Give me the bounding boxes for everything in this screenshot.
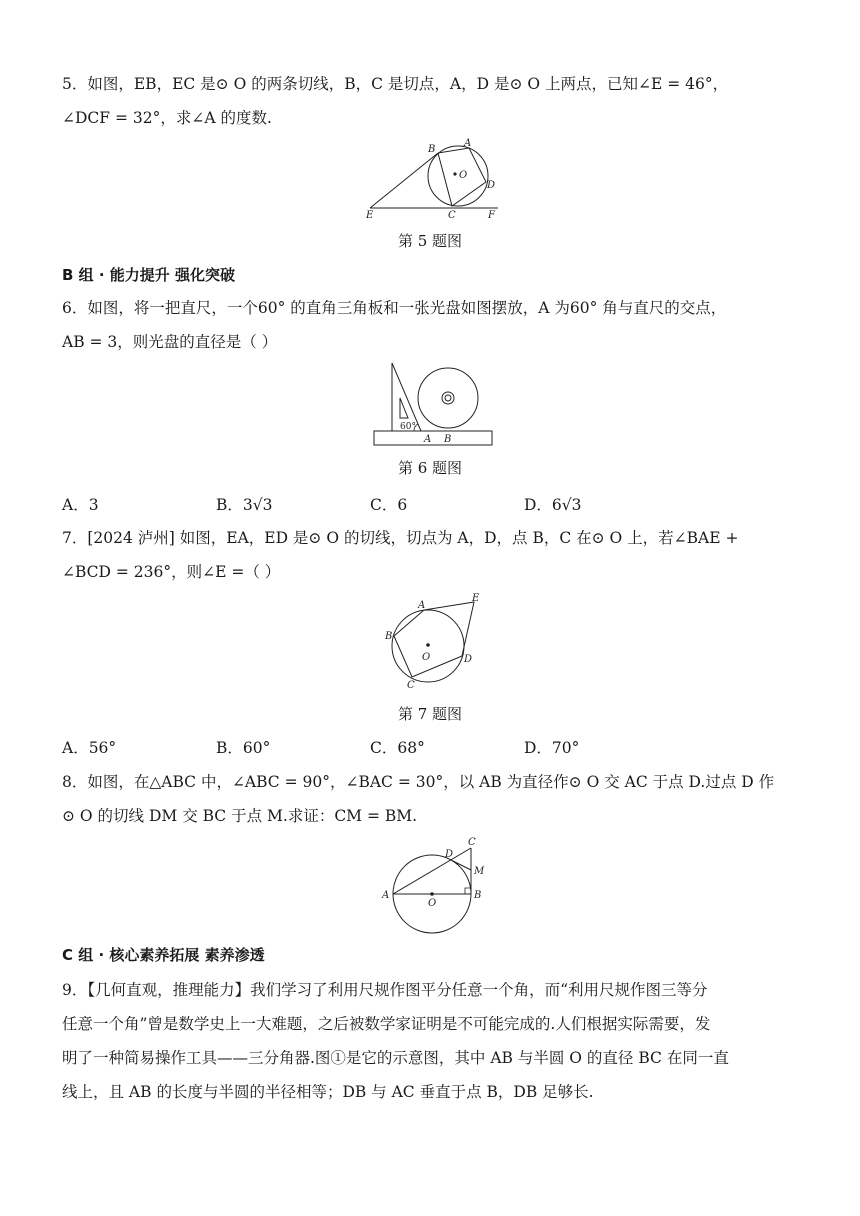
q8-text-line2: ⊙ O 的切线 DM 交 BC 于点 M.求证：CM = BM. bbox=[62, 807, 418, 825]
q6-text-line1: 6．如图，将一把直尺，一个60° 的直角三角板和一张光盘如图摆放，A 为60° 角与直尺的交点， bbox=[62, 299, 727, 317]
q5-caption: 第 5 题图 bbox=[397, 232, 463, 250]
q5-label-C: C bbox=[448, 210, 456, 220]
q7-label-A: A bbox=[418, 600, 426, 611]
q7-figure bbox=[380, 590, 490, 694]
q5-text-line1: 5．如图，EB，EC 是⊙ O 的两条切线，B，C 是切点，A，D 是⊙ O 上两点，已知∠E = 46°， bbox=[62, 75, 729, 93]
q9-text-line3: 明了一种简易操作工具——三分角器.图①是它的示意图，其中 AB 与半圆 O 的直径 BC 在同一直 bbox=[62, 1049, 729, 1067]
q8-label-C: C bbox=[468, 837, 476, 848]
q6-option-b[interactable]: B．3√3 bbox=[216, 496, 273, 514]
q7-label-E: E bbox=[472, 593, 480, 604]
q6-option-a[interactable]: A．3 bbox=[62, 496, 99, 514]
q8-label-A: A bbox=[382, 890, 390, 901]
section-c-heading: C 组 · 核心素养拓展 素养渗透 bbox=[62, 946, 265, 964]
q7-text-line1: 7．[2024 泸州] 如图，EA，ED 是⊙ O 的切线，切点为 A，D，点 B，C 在⊙ O 上，若∠BAE + bbox=[62, 529, 739, 547]
q7-caption: 第 7 题图 bbox=[397, 705, 463, 723]
q6-text-line2: AB = 3，则光盘的直径是（ ） bbox=[62, 333, 278, 351]
q8-text-line1: 8．如图，在△ABC 中，∠ABC = 90°，∠BAC = 30°，以 AB 为直径作⊙ O 交 AC 于点 D.过点 D 作 bbox=[62, 773, 775, 791]
q7-option-a[interactable]: A．56° bbox=[62, 739, 117, 757]
q6-label-A: A bbox=[424, 434, 432, 445]
q7-label-D: D bbox=[464, 654, 473, 665]
q6-caption: 第 6 题图 bbox=[397, 459, 463, 477]
q7-option-b[interactable]: B．60° bbox=[216, 739, 271, 757]
q6-option-d[interactable]: D．6√3 bbox=[524, 496, 582, 514]
q7-label-B: B bbox=[385, 631, 393, 642]
q6-figure bbox=[370, 360, 496, 448]
q9-text-line1: 9．【几何直观，推理能力】我们学习了利用尺规作图平分任意一个角，而“利用尺规作图三等分 bbox=[62, 981, 708, 999]
q5-text-line2: ∠DCF = 32°，求∠A 的度数. bbox=[62, 109, 272, 127]
q7-text-line2: ∠BCD = 236°，则∠E =（ ） bbox=[62, 563, 281, 581]
q5-label-A: A bbox=[464, 138, 472, 149]
q6-option-c[interactable]: C．6 bbox=[370, 496, 408, 514]
q8-label-B: B bbox=[474, 890, 482, 901]
q5-label-O: O bbox=[459, 170, 468, 181]
q8-label-M: M bbox=[474, 866, 485, 877]
q7-label-O: O bbox=[422, 652, 431, 663]
q6-label-angle: 60° bbox=[400, 422, 416, 432]
q5-label-F: F bbox=[488, 210, 495, 220]
q5-label-B: B bbox=[428, 144, 436, 155]
q8-figure bbox=[378, 834, 490, 934]
q5-label-D: D bbox=[487, 180, 496, 191]
q8-label-D: D bbox=[445, 849, 454, 860]
q7-option-c[interactable]: C．68° bbox=[370, 739, 425, 757]
q5-label-E: E bbox=[366, 210, 374, 220]
section-b-heading: B 组 · 能力提升 强化突破 bbox=[62, 266, 236, 284]
q7-option-d[interactable]: D．70° bbox=[524, 739, 580, 757]
q9-text-line2: 任意一个角”曾是数学史上一大难题，之后被数学家证明是不可能完成的.人们根据实际需要，发 bbox=[62, 1015, 711, 1033]
q8-label-O: O bbox=[428, 898, 437, 909]
q6-label-B: B bbox=[444, 434, 452, 445]
q7-label-C: C bbox=[407, 680, 415, 691]
q5-figure bbox=[360, 136, 510, 220]
q9-text-line4: 线上，且 AB 的长度与半圆的半径相等；DB 与 AC 垂直于点 B，DB 足够长. bbox=[62, 1083, 594, 1101]
